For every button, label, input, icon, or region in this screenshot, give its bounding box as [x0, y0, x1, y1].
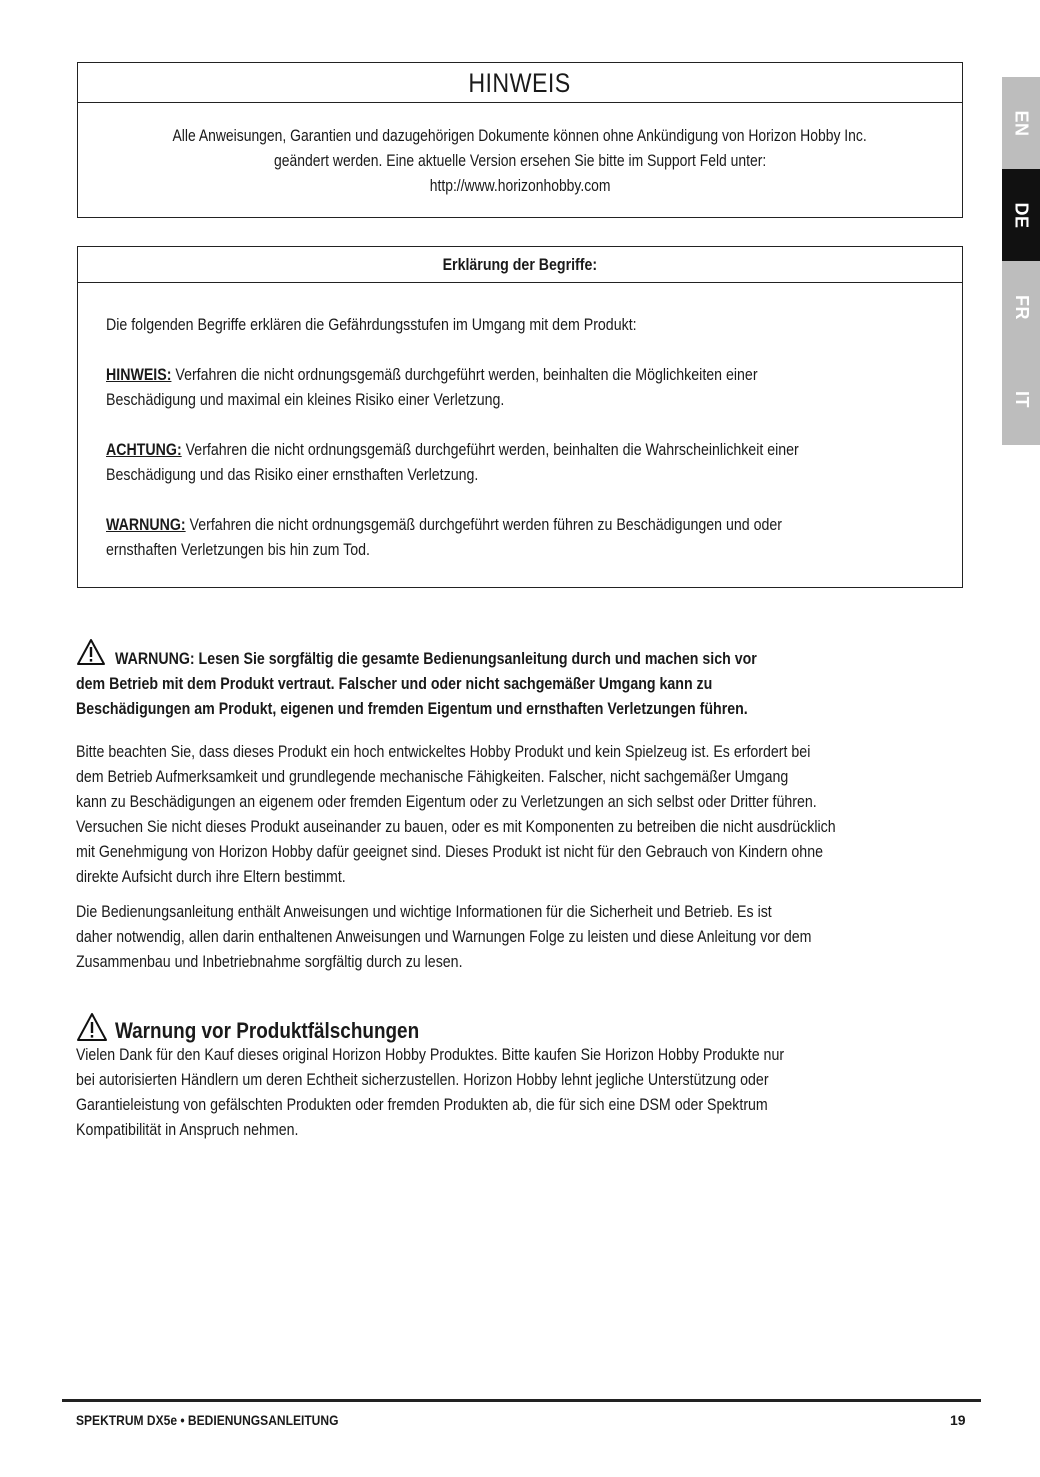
- notice-title: HINWEIS: [78, 63, 962, 103]
- terms-box: [77, 246, 963, 588]
- warning-para1-line: kann zu Beschädigungen an eigenem oder fremden Eigentum oder zu Verletzungen an sich selbst oder Dritter führen.: [76, 793, 817, 811]
- counterfeit-line: Kompatibilität in Anspruch nehmen.: [76, 1121, 299, 1139]
- lang-tab-en[interactable]: EN: [1002, 77, 1040, 169]
- warning-bold-line: WARNUNG: Lesen Sie sorgfältig die gesamte Bedienungsanleitung durch und machen sich vor: [115, 650, 757, 668]
- terms-title: Erklärung der Begriffe:: [78, 247, 962, 283]
- warning-para1-line: direkte Aufsicht durch ihre Eltern bestimmt.: [76, 868, 346, 886]
- counterfeit-line: Vielen Dank für den Kauf dieses original Horizon Hobby Produktes. Bitte kaufen Sie Horizon Hobby Produkte nur: [76, 1046, 785, 1064]
- footer-title: SPEKTRUM DX5e • BEDIENUNGSANLEITUNG: [76, 1412, 339, 1428]
- term-warnung-cont: ernsthaften Verletzungen bis hin zum Tod.: [106, 541, 371, 559]
- terms-intro: Die folgenden Begriffe erklären die Gefährdungsstufen im Umgang mit dem Produkt:: [106, 316, 637, 334]
- lang-tab-it[interactable]: IT: [1002, 353, 1040, 445]
- page-number: 19: [950, 1412, 966, 1428]
- term-warnung: WARNUNG: Verfahren die nicht ordnungsgemäß durchgeführt werden führen zu Beschädigungen und oder: [106, 516, 783, 534]
- warning-para1-line: mit Genehmigung von Horizon Hobby dafür geeignet sind. Dieses Produkt ist nicht für den Gebrauch von Kindern ohne: [76, 843, 823, 861]
- warning-para2-line: Die Bedienungsanleitung enthält Anweisungen und wichtige Informationen für die Sicherheit und Betrieb. Es ist: [76, 903, 772, 921]
- notice-box: [77, 62, 963, 218]
- warning-para1-line: dem Betrieb Aufmerksamkeit und grundlegende mechanische Fähigkeiten. Falscher, nicht sachgemäßer Umgang: [76, 768, 789, 786]
- term-hinweis: HINWEIS: Verfahren die nicht ordnungsgemäß durchgeführt werden, beinhalten die Möglichkeiten einer: [106, 366, 758, 384]
- warning-para1-line: Bitte beachten Sie, dass dieses Produkt ein hoch entwickeltes Hobby Produkt und kein Spielzeug ist. Es erfordert bei: [76, 743, 811, 761]
- term-achtung: ACHTUNG: Verfahren die nicht ordnungsgemäß durchgeführt werden, beinhalten die Wahrscheinlichkeit einer: [106, 441, 799, 459]
- notice-url: http://www.horizonhobby.com: [429, 177, 611, 195]
- term-warnung-label: WARNUNG:: [106, 516, 186, 534]
- counterfeit-warning-icon: [76, 1012, 108, 1047]
- notice-line: geändert werden. Eine aktuelle Version ersehen Sie bitte im Support Feld unter:: [273, 152, 767, 170]
- counterfeit-line: bei autorisierten Händlern um deren Echtheit sicherzustellen. Horizon Hobby lehnt jegliche Unterstützung oder: [76, 1071, 769, 1089]
- counterfeit-heading: Warnung vor Produktfälschungen: [115, 1018, 420, 1043]
- term-achtung-cont: Beschädigung und das Risiko einer ernsthaften Verletzung.: [106, 466, 479, 484]
- lang-tab-fr[interactable]: FR: [1002, 261, 1040, 353]
- term-hinweis-cont: Beschädigung und maximal ein kleines Risiko einer Verletzung.: [106, 391, 505, 409]
- warning-para2-line: daher notwendig, allen darin enthaltenen Anweisungen und Warnungen Folge zu leisten und diese Anleitung vor dem: [76, 928, 812, 946]
- term-hinweis-label: HINWEIS:: [106, 366, 172, 384]
- counterfeit-line: Garantieleistung von gefälschten Produkten oder fremden Produkten ab, die für sich eine DSM oder Spektrum: [76, 1096, 768, 1114]
- term-achtung-label: ACHTUNG:: [106, 441, 182, 459]
- warning-para2-line: Zusammenbau und Inbetriebnahme sorgfältig durch zu lesen.: [76, 953, 463, 971]
- lang-tab-de[interactable]: DE: [1002, 169, 1040, 261]
- footer-rule: [62, 1399, 981, 1402]
- notice-body: [78, 63, 962, 199]
- warning-bold-line: Beschädigungen am Produkt, eigenen und fremden Eigentum und ernsthaften Verletzungen führen.: [76, 700, 748, 718]
- notice-line: Alle Anweisungen, Garantien und dazugehörigen Dokumente können ohne Ankündigung von Horizon Hobby Inc.: [172, 127, 868, 145]
- warning-para1-line: Versuchen Sie nicht dieses Produkt auseinander zu bauen, oder es mit Komponenten zu betreiben die nicht ausdrücklich: [76, 818, 836, 836]
- warning-bold-line: dem Betrieb mit dem Produkt vertraut. Falscher und oder nicht sachgemäßer Umgang kann zu: [76, 675, 713, 693]
- warning-icon: [76, 638, 106, 671]
